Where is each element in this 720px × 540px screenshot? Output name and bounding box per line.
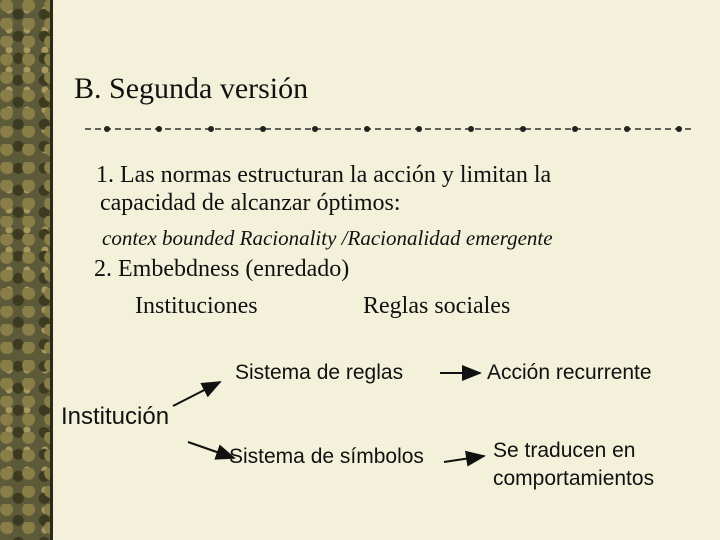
accion-recurrente: Acción recurrente (487, 361, 652, 384)
item1-line1: 1. Las normas estructuran la acción y limitan la (96, 162, 552, 188)
item2: 2. Embebdness (enredado) (94, 256, 350, 282)
item1-line2: capacidad de alcanzar óptimos: (100, 190, 401, 216)
sistema-de-reglas: Sistema de reglas (235, 361, 404, 384)
label-instituciones: Instituciones (135, 293, 258, 319)
se-traducen-line2: comportamientos (493, 467, 655, 490)
sistema-de-simbolos: Sistema de símbolos (229, 445, 424, 468)
se-traducen-line1: Se traducen en (493, 439, 636, 462)
arrow-institucion-to-reglas (173, 382, 220, 406)
item1-subtext: contex bounded Racionality /Racionalidad emergente (102, 226, 553, 250)
slide-title: B. Segunda versión (74, 72, 309, 105)
label-reglas-sociales: Reglas sociales (363, 293, 511, 319)
arrow-institucion-to-simbolos (188, 442, 234, 458)
arrow-simbolos-to-traducen (444, 456, 484, 462)
institucion: Institución (61, 403, 170, 430)
